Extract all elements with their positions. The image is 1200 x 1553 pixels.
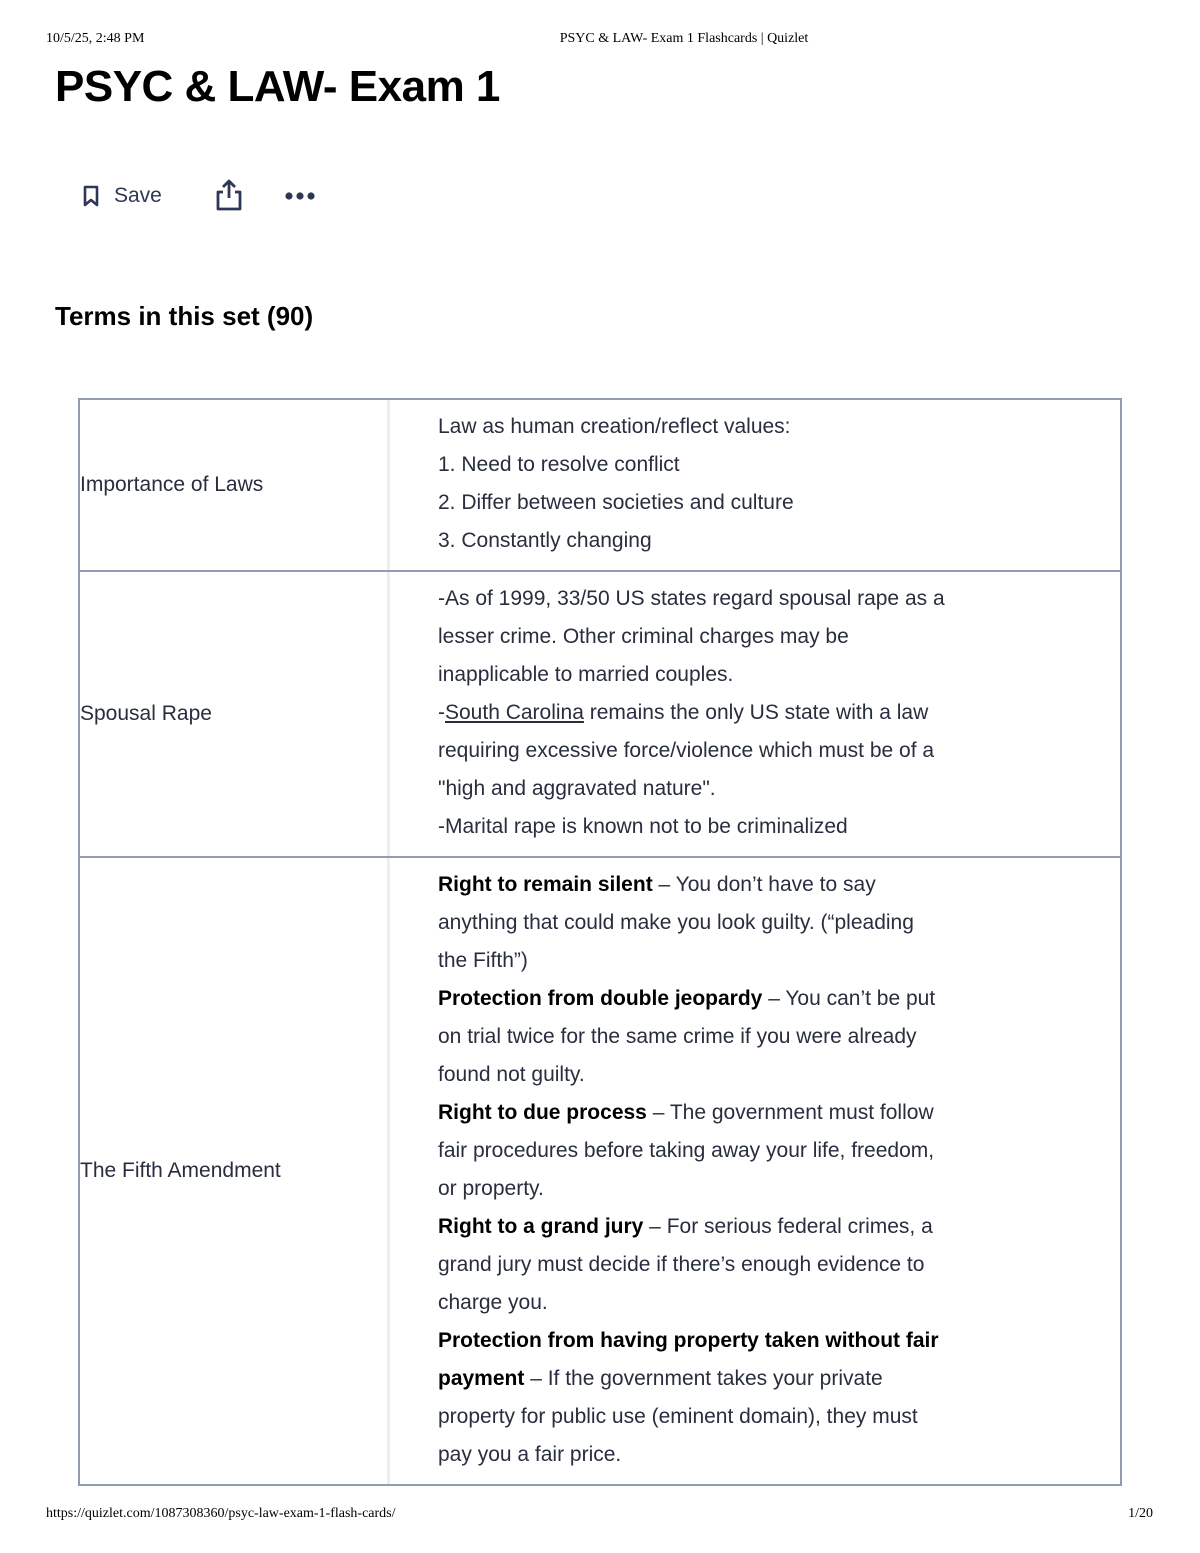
term-row [80, 856, 1120, 1484]
print-url: https://quizlet.com/1087308360/psyc-law-exam-1-flash-cards/ [46, 1506, 396, 1521]
save-button[interactable] [82, 178, 162, 214]
definition-line: charge you. [438, 1291, 548, 1314]
south-carolina-underlined: South Carolina [445, 701, 584, 724]
print-datetime: 10/5/25, 2:48 PM [46, 31, 145, 46]
definition-line: grand jury must decide if there’s enough evidence to [438, 1253, 925, 1276]
print-page-number: 1/20 [1128, 1506, 1153, 1521]
definition-text: – You don’t have to say [652, 873, 876, 896]
definition-line: on trial twice for the same crime if you were already [438, 1025, 917, 1048]
definition-line [438, 1094, 1100, 1132]
term-cell: The Fifth Amendment [80, 858, 390, 1484]
print-footer [0, 1506, 1200, 1524]
definition-text: - [438, 701, 445, 724]
definition-line [438, 1360, 1100, 1398]
definition-heading: Right to remain silent [438, 873, 653, 896]
definition-text: remains the only US state with a law [583, 701, 929, 724]
definition-line: inapplicable to married couples. [438, 663, 734, 686]
term-cell: Importance of Laws [80, 400, 390, 570]
page-title: PSYC & LAW- Exam 1 [55, 62, 500, 111]
term-row [80, 570, 1120, 856]
definition-text: – If the government takes your private [524, 1367, 883, 1390]
definition-line: 1. Need to resolve conflict [438, 453, 680, 476]
terms-table [78, 398, 1122, 1486]
definition-cell [390, 858, 1120, 1484]
definition-line: pay you a fair price. [438, 1443, 622, 1466]
definition-line [438, 866, 1100, 904]
term-cell: Spousal Rape [80, 572, 390, 856]
definition-line: lesser crime. Other criminal charges may be [438, 625, 849, 648]
definition-heading: Right to due process [438, 1101, 647, 1124]
definition-line: -Marital rape is known not to be criminalized [438, 815, 848, 838]
definition-line: property for public use (eminent domain), they must [438, 1405, 918, 1428]
definition-line: or property. [438, 1177, 544, 1200]
definition-line: Law as human creation/reflect values: [438, 415, 791, 438]
more-options-button[interactable] [284, 182, 316, 215]
definition-line [438, 694, 1100, 732]
definition-line [438, 1322, 1100, 1360]
definition-line: requiring excessive force/violence which must be of a [438, 739, 935, 762]
more-options-icon [284, 182, 316, 210]
definition-heading: payment [438, 1367, 525, 1390]
definition-cell [390, 400, 1120, 570]
definition-line [438, 980, 1100, 1018]
print-header [0, 31, 1200, 49]
definition-line: -As of 1999, 33/50 US states regard spousal rape as a [438, 587, 945, 610]
terms-section-title: Terms in this set (90) [55, 301, 314, 331]
definition-line: 2. Differ between societies and culture [438, 491, 794, 514]
definition-heading: Protection from double jeopardy [438, 987, 763, 1010]
definition-line: fair procedures before taking away your life, freedom, [438, 1139, 935, 1162]
definition-line: "high and aggravated nature". [438, 777, 716, 800]
definition-line: the Fifth”) [438, 949, 528, 972]
definition-text: – The government must follow [646, 1101, 934, 1124]
definition-text: – For serious federal crimes, a [643, 1215, 933, 1238]
definition-line [438, 1208, 1100, 1246]
save-button-label: Save [114, 184, 162, 207]
definition-text: – You can’t be put [762, 987, 936, 1010]
definition-heading: Protection from having property taken without fair [438, 1329, 939, 1352]
definition-heading: Right to a grand jury [438, 1215, 644, 1238]
share-icon [214, 178, 244, 212]
definition-cell [390, 572, 1120, 856]
bookmark-icon [82, 185, 100, 207]
term-row [80, 400, 1120, 570]
definition-line: anything that could make you look guilty. (“pleading [438, 911, 914, 934]
print-doc-title: PSYC & LAW- Exam 1 Flashcards | Quizlet [559, 31, 809, 46]
share-button[interactable] [214, 178, 244, 217]
definition-line: 3. Constantly changing [438, 529, 652, 552]
definition-line: found not guilty. [438, 1063, 585, 1086]
